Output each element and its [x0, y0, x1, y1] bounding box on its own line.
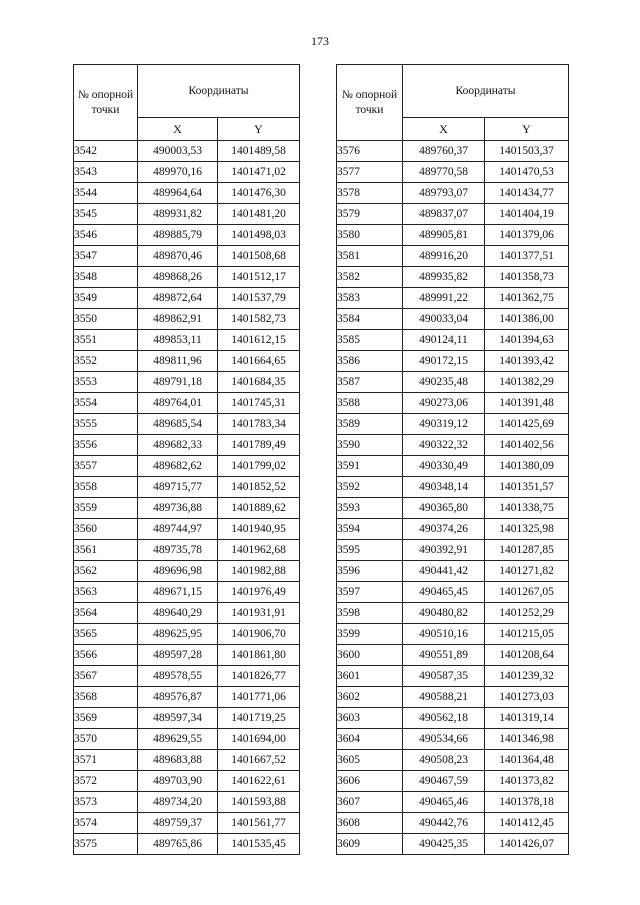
x-coordinate-cell: 490534,66	[403, 729, 485, 750]
point-number-cell: 3591	[337, 456, 403, 477]
y-coordinate-cell: 1401771,06	[218, 687, 300, 708]
y-coordinate-cell: 1401338,75	[485, 498, 569, 519]
table-row	[337, 477, 569, 498]
y-coordinate-cell: 1401373,82	[485, 771, 569, 792]
point-number-cell: 3551	[74, 330, 138, 351]
y-coordinate-cell: 1401622,61	[218, 771, 300, 792]
point-number-cell: 3600	[337, 645, 403, 666]
y-coordinate-cell: 1401404,19	[485, 204, 569, 225]
point-number-cell: 3592	[337, 477, 403, 498]
x-coordinate-cell: 489696,98	[138, 561, 218, 582]
point-number-cell: 3575	[74, 834, 138, 855]
table-row	[337, 624, 569, 645]
x-coordinate-cell: 489759,37	[138, 813, 218, 834]
coordinates-table-left	[73, 64, 300, 855]
x-coordinate-cell: 490124,11	[403, 330, 485, 351]
table-body-left	[74, 141, 300, 855]
x-coordinate-cell: 489916,20	[403, 246, 485, 267]
table-row	[74, 456, 300, 477]
point-number-cell: 3588	[337, 393, 403, 414]
table-row	[337, 393, 569, 414]
x-coordinate-cell: 490467,59	[403, 771, 485, 792]
point-number-cell: 3547	[74, 246, 138, 267]
point-number-cell: 3594	[337, 519, 403, 540]
table-row	[74, 687, 300, 708]
point-number-cell: 3555	[74, 414, 138, 435]
y-coordinate-cell: 1401906,70	[218, 624, 300, 645]
table-row	[74, 603, 300, 624]
point-number-cell: 3574	[74, 813, 138, 834]
point-number-cell: 3607	[337, 792, 403, 813]
point-number-cell: 3560	[74, 519, 138, 540]
x-coordinate-cell: 489764,01	[138, 393, 218, 414]
point-number-cell: 3561	[74, 540, 138, 561]
table-row	[337, 288, 569, 309]
point-number-cell: 3577	[337, 162, 403, 183]
x-coordinate-cell: 490425,35	[403, 834, 485, 855]
table-row	[337, 771, 569, 792]
table-row	[74, 813, 300, 834]
point-number-cell: 3597	[337, 582, 403, 603]
y-coordinate-cell: 1401271,82	[485, 561, 569, 582]
point-number-cell: 3542	[74, 141, 138, 162]
table-row	[74, 414, 300, 435]
y-coordinate-cell: 1401434,77	[485, 183, 569, 204]
x-coordinate-cell: 489734,20	[138, 792, 218, 813]
point-number-cell: 3576	[337, 141, 403, 162]
x-coordinate-cell: 489770,58	[403, 162, 485, 183]
point-number-cell: 3596	[337, 561, 403, 582]
point-number-cell: 3545	[74, 204, 138, 225]
table-row	[74, 267, 300, 288]
point-number-cell: 3603	[337, 708, 403, 729]
y-coordinate-cell: 1401393,42	[485, 351, 569, 372]
y-coordinate-cell: 1401380,09	[485, 456, 569, 477]
point-number-cell: 3543	[74, 162, 138, 183]
point-number-cell: 3604	[337, 729, 403, 750]
table-row	[337, 834, 569, 855]
point-number-cell: 3590	[337, 435, 403, 456]
point-number-cell: 3544	[74, 183, 138, 204]
y-coordinate-cell: 1401512,17	[218, 267, 300, 288]
x-coordinate-cell: 490551,89	[403, 645, 485, 666]
table-row	[337, 519, 569, 540]
y-coordinate-cell: 1401667,52	[218, 750, 300, 771]
point-number-cell: 3581	[337, 246, 403, 267]
point-number-cell: 3601	[337, 666, 403, 687]
table-row	[74, 225, 300, 246]
x-coordinate-cell: 489744,97	[138, 519, 218, 540]
y-coordinate-cell: 1401582,73	[218, 309, 300, 330]
y-coordinate-cell: 1401346,98	[485, 729, 569, 750]
y-coordinate-cell: 1401273,03	[485, 687, 569, 708]
table-row	[74, 498, 300, 519]
table-row	[74, 477, 300, 498]
table-row	[337, 372, 569, 393]
point-number-cell: 3583	[337, 288, 403, 309]
x-coordinate-cell: 490465,46	[403, 792, 485, 813]
y-coordinate-cell: 1401362,75	[485, 288, 569, 309]
point-number-cell: 3549	[74, 288, 138, 309]
point-number-cell: 3570	[74, 729, 138, 750]
x-coordinate-cell: 489791,18	[138, 372, 218, 393]
x-coordinate-cell: 489735,78	[138, 540, 218, 561]
y-coordinate-cell: 1401852,52	[218, 477, 300, 498]
point-number-cell: 3564	[74, 603, 138, 624]
x-coordinate-cell: 489629,55	[138, 729, 218, 750]
point-number-cell: 3569	[74, 708, 138, 729]
x-coordinate-cell: 490442,76	[403, 813, 485, 834]
table-row	[337, 456, 569, 477]
table-row	[337, 792, 569, 813]
y-coordinate-cell: 1401612,15	[218, 330, 300, 351]
x-coordinate-cell: 490033,04	[403, 309, 485, 330]
x-coordinate-cell: 489715,77	[138, 477, 218, 498]
point-number-cell: 3566	[74, 645, 138, 666]
y-coordinate-cell: 1401861,80	[218, 645, 300, 666]
y-coordinate-cell: 1401745,31	[218, 393, 300, 414]
point-number-cell: 3589	[337, 414, 403, 435]
x-coordinate-cell: 489597,28	[138, 645, 218, 666]
y-coordinate-cell: 1401489,58	[218, 141, 300, 162]
table-row	[337, 435, 569, 456]
y-coordinate-cell: 1401215,05	[485, 624, 569, 645]
point-number-cell: 3579	[337, 204, 403, 225]
x-coordinate-cell: 489905,81	[403, 225, 485, 246]
x-coordinate-cell: 489991,22	[403, 288, 485, 309]
table-body-right	[337, 141, 569, 855]
point-number-cell: 3599	[337, 624, 403, 645]
x-coordinate-cell: 489793,07	[403, 183, 485, 204]
point-number-cell: 3578	[337, 183, 403, 204]
point-number-cell: 3558	[74, 477, 138, 498]
y-coordinate-cell: 1401379,06	[485, 225, 569, 246]
header-coordinates: Координаты	[403, 65, 569, 118]
y-coordinate-cell: 1401267,05	[485, 582, 569, 603]
y-coordinate-cell: 1401208,64	[485, 645, 569, 666]
point-number-cell: 3550	[74, 309, 138, 330]
y-coordinate-cell: 1401789,49	[218, 435, 300, 456]
table-row	[74, 519, 300, 540]
y-coordinate-cell: 1401719,25	[218, 708, 300, 729]
x-coordinate-cell: 489853,11	[138, 330, 218, 351]
point-number-cell: 3562	[74, 561, 138, 582]
x-coordinate-cell: 489578,55	[138, 666, 218, 687]
y-coordinate-cell: 1401394,63	[485, 330, 569, 351]
x-coordinate-cell: 490465,45	[403, 582, 485, 603]
point-number-cell: 3582	[337, 267, 403, 288]
table-row	[74, 246, 300, 267]
table-row	[337, 582, 569, 603]
point-number-cell: 3608	[337, 813, 403, 834]
x-coordinate-cell: 490508,23	[403, 750, 485, 771]
table-row	[337, 708, 569, 729]
table-row	[337, 813, 569, 834]
y-coordinate-cell: 1401889,62	[218, 498, 300, 519]
x-coordinate-cell: 489964,64	[138, 183, 218, 204]
header-x: X	[403, 118, 485, 141]
table-row	[337, 687, 569, 708]
point-number-cell: 3605	[337, 750, 403, 771]
x-coordinate-cell: 489868,26	[138, 267, 218, 288]
x-coordinate-cell: 490348,14	[403, 477, 485, 498]
header-x: X	[138, 118, 218, 141]
page-number: 173	[311, 34, 329, 48]
y-coordinate-cell: 1401537,79	[218, 288, 300, 309]
y-coordinate-cell: 1401378,18	[485, 792, 569, 813]
table-row	[337, 750, 569, 771]
table-row	[74, 582, 300, 603]
y-coordinate-cell: 1401358,73	[485, 267, 569, 288]
table-row	[337, 246, 569, 267]
point-number-cell: 3584	[337, 309, 403, 330]
header-point-number: № опорной точки	[337, 65, 403, 141]
x-coordinate-cell: 489682,62	[138, 456, 218, 477]
y-coordinate-cell: 1401391,48	[485, 393, 569, 414]
table-row	[337, 204, 569, 225]
table-row	[337, 141, 569, 162]
y-coordinate-cell: 1401826,77	[218, 666, 300, 687]
y-coordinate-cell: 1401962,68	[218, 540, 300, 561]
point-number-cell: 3552	[74, 351, 138, 372]
table-row	[337, 645, 569, 666]
y-coordinate-cell: 1401940,95	[218, 519, 300, 540]
x-coordinate-cell: 489682,33	[138, 435, 218, 456]
table-row	[74, 561, 300, 582]
x-coordinate-cell: 490365,80	[403, 498, 485, 519]
point-number-cell: 3598	[337, 603, 403, 624]
y-coordinate-cell: 1401503,37	[485, 141, 569, 162]
x-coordinate-cell: 489760,37	[403, 141, 485, 162]
table-row	[337, 183, 569, 204]
table-row	[74, 372, 300, 393]
y-coordinate-cell: 1401325,98	[485, 519, 569, 540]
x-coordinate-cell: 489625,95	[138, 624, 218, 645]
point-number-cell: 3571	[74, 750, 138, 771]
y-coordinate-cell: 1401535,45	[218, 834, 300, 855]
x-coordinate-cell: 489931,82	[138, 204, 218, 225]
x-coordinate-cell: 489862,91	[138, 309, 218, 330]
x-coordinate-cell: 489811,96	[138, 351, 218, 372]
table-row	[74, 771, 300, 792]
table-row	[337, 309, 569, 330]
y-coordinate-cell: 1401252,29	[485, 603, 569, 624]
header-point-number: № опорной точки	[74, 65, 138, 141]
x-coordinate-cell: 490003,53	[138, 141, 218, 162]
y-coordinate-cell: 1401498,03	[218, 225, 300, 246]
y-coordinate-cell: 1401351,57	[485, 477, 569, 498]
y-coordinate-cell: 1401783,34	[218, 414, 300, 435]
table-row	[74, 729, 300, 750]
y-coordinate-cell: 1401664,65	[218, 351, 300, 372]
table-row	[74, 645, 300, 666]
y-coordinate-cell: 1401426,07	[485, 834, 569, 855]
header-coordinates: Координаты	[138, 65, 300, 118]
table-row	[74, 792, 300, 813]
table-row	[74, 624, 300, 645]
point-number-cell: 3586	[337, 351, 403, 372]
y-coordinate-cell: 1401471,02	[218, 162, 300, 183]
point-number-cell: 3565	[74, 624, 138, 645]
table-row	[74, 288, 300, 309]
x-coordinate-cell: 489870,46	[138, 246, 218, 267]
x-coordinate-cell: 489935,82	[403, 267, 485, 288]
table-row	[74, 141, 300, 162]
x-coordinate-cell: 490562,18	[403, 708, 485, 729]
y-coordinate-cell: 1401799,02	[218, 456, 300, 477]
y-coordinate-cell: 1401470,53	[485, 162, 569, 183]
table-row	[337, 225, 569, 246]
x-coordinate-cell: 489703,90	[138, 771, 218, 792]
point-number-cell: 3568	[74, 687, 138, 708]
y-coordinate-cell: 1401386,00	[485, 309, 569, 330]
y-coordinate-cell: 1401377,51	[485, 246, 569, 267]
coordinates-table-right	[336, 64, 569, 855]
x-coordinate-cell: 490441,42	[403, 561, 485, 582]
table-row	[337, 351, 569, 372]
table-row	[337, 414, 569, 435]
point-number-cell: 3593	[337, 498, 403, 519]
table-row	[74, 351, 300, 372]
table-row	[337, 330, 569, 351]
x-coordinate-cell: 489597,34	[138, 708, 218, 729]
x-coordinate-cell: 489576,87	[138, 687, 218, 708]
table-row	[74, 309, 300, 330]
table-row	[74, 834, 300, 855]
point-number-cell: 3595	[337, 540, 403, 561]
x-coordinate-cell: 490172,15	[403, 351, 485, 372]
x-coordinate-cell: 490273,06	[403, 393, 485, 414]
point-number-cell: 3606	[337, 771, 403, 792]
y-coordinate-cell: 1401319,14	[485, 708, 569, 729]
x-coordinate-cell: 489685,54	[138, 414, 218, 435]
point-number-cell: 3559	[74, 498, 138, 519]
y-coordinate-cell: 1401481,20	[218, 204, 300, 225]
x-coordinate-cell: 490480,82	[403, 603, 485, 624]
y-coordinate-cell: 1401382,29	[485, 372, 569, 393]
table-row	[74, 666, 300, 687]
x-coordinate-cell: 490330,49	[403, 456, 485, 477]
x-coordinate-cell: 490374,26	[403, 519, 485, 540]
point-number-cell: 3556	[74, 435, 138, 456]
x-coordinate-cell: 489765,86	[138, 834, 218, 855]
y-coordinate-cell: 1401561,77	[218, 813, 300, 834]
header-y: Y	[485, 118, 569, 141]
x-coordinate-cell: 490588,21	[403, 687, 485, 708]
point-number-cell: 3585	[337, 330, 403, 351]
y-coordinate-cell: 1401239,32	[485, 666, 569, 687]
table-row	[74, 183, 300, 204]
y-coordinate-cell: 1401694,00	[218, 729, 300, 750]
table-row	[337, 603, 569, 624]
x-coordinate-cell: 489736,88	[138, 498, 218, 519]
table-row	[74, 393, 300, 414]
point-number-cell: 3563	[74, 582, 138, 603]
table-row	[337, 540, 569, 561]
point-number-cell: 3557	[74, 456, 138, 477]
y-coordinate-cell: 1401364,48	[485, 750, 569, 771]
y-coordinate-cell: 1401684,35	[218, 372, 300, 393]
y-coordinate-cell: 1401476,30	[218, 183, 300, 204]
x-coordinate-cell: 490587,35	[403, 666, 485, 687]
table-row	[74, 435, 300, 456]
table-row	[337, 498, 569, 519]
x-coordinate-cell: 490319,12	[403, 414, 485, 435]
y-coordinate-cell: 1401508,68	[218, 246, 300, 267]
y-coordinate-cell: 1401982,88	[218, 561, 300, 582]
point-number-cell: 3572	[74, 771, 138, 792]
y-coordinate-cell: 1401425,69	[485, 414, 569, 435]
point-number-cell: 3553	[74, 372, 138, 393]
x-coordinate-cell: 490235,48	[403, 372, 485, 393]
table-row	[74, 750, 300, 771]
table-row	[337, 162, 569, 183]
table-row	[337, 729, 569, 750]
point-number-cell: 3567	[74, 666, 138, 687]
point-number-cell: 3546	[74, 225, 138, 246]
x-coordinate-cell: 489872,64	[138, 288, 218, 309]
y-coordinate-cell: 1401287,85	[485, 540, 569, 561]
table-row	[74, 708, 300, 729]
x-coordinate-cell: 489640,29	[138, 603, 218, 624]
y-coordinate-cell: 1401976,49	[218, 582, 300, 603]
y-coordinate-cell: 1401931,91	[218, 603, 300, 624]
table-row	[337, 267, 569, 288]
table-row	[337, 666, 569, 687]
table-row	[74, 540, 300, 561]
header-y: Y	[218, 118, 300, 141]
table-row	[74, 204, 300, 225]
table-row	[74, 330, 300, 351]
x-coordinate-cell: 490322,32	[403, 435, 485, 456]
point-number-cell: 3602	[337, 687, 403, 708]
point-number-cell: 3580	[337, 225, 403, 246]
x-coordinate-cell: 489671,15	[138, 582, 218, 603]
y-coordinate-cell: 1401593,88	[218, 792, 300, 813]
y-coordinate-cell: 1401412,45	[485, 813, 569, 834]
point-number-cell: 3573	[74, 792, 138, 813]
table-row	[337, 561, 569, 582]
x-coordinate-cell: 489683,88	[138, 750, 218, 771]
table-row	[74, 162, 300, 183]
point-number-cell: 3554	[74, 393, 138, 414]
x-coordinate-cell: 490392,91	[403, 540, 485, 561]
y-coordinate-cell: 1401402,56	[485, 435, 569, 456]
point-number-cell: 3548	[74, 267, 138, 288]
x-coordinate-cell: 489885,79	[138, 225, 218, 246]
point-number-cell: 3587	[337, 372, 403, 393]
x-coordinate-cell: 490510,16	[403, 624, 485, 645]
x-coordinate-cell: 489970,16	[138, 162, 218, 183]
x-coordinate-cell: 489837,07	[403, 204, 485, 225]
point-number-cell: 3609	[337, 834, 403, 855]
